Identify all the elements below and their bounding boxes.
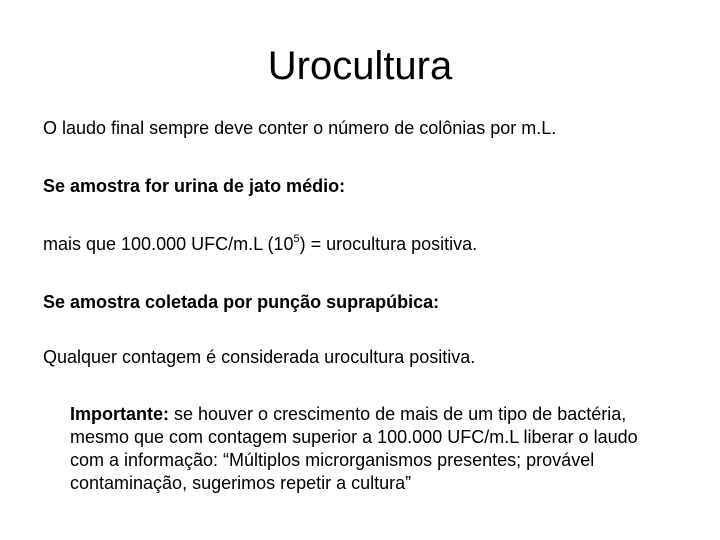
important-note — [70, 403, 710, 495]
note-line-2: mesmo que com contagem superior a 100.000 UFC/m.L liberar o laudo — [70, 427, 638, 447]
section1-text — [43, 233, 477, 255]
note-line-1 — [70, 403, 710, 426]
slide-title: Urocultura — [267, 44, 453, 88]
section2-heading: Se amostra coletada por punção suprapúbica: — [43, 292, 440, 312]
section1-exponent: 5 — [293, 233, 300, 245]
section1-text-after: ) = urocultura positiva. — [299, 234, 478, 254]
intro-text: O laudo final sempre deve conter o número de colônias por m.L. — [43, 118, 557, 138]
note-line-1-text: se houver o crescimento de mais de um tipo de bactéria, — [169, 404, 627, 424]
note-label: Importante: — [70, 404, 169, 424]
section2-text: Qualquer contagem é considerada urocultura positiva. — [43, 347, 476, 367]
note-line-4: contaminação, sugerimos repetir a cultura” — [70, 473, 412, 493]
section1-heading: Se amostra for urina de jato médio: — [43, 176, 346, 196]
section1-text-before: mais que 100.000 UFC/m.L (10 — [43, 234, 294, 254]
note-line-3: com a informação: “Múltiplos microrganismos presentes; provável — [70, 450, 595, 470]
